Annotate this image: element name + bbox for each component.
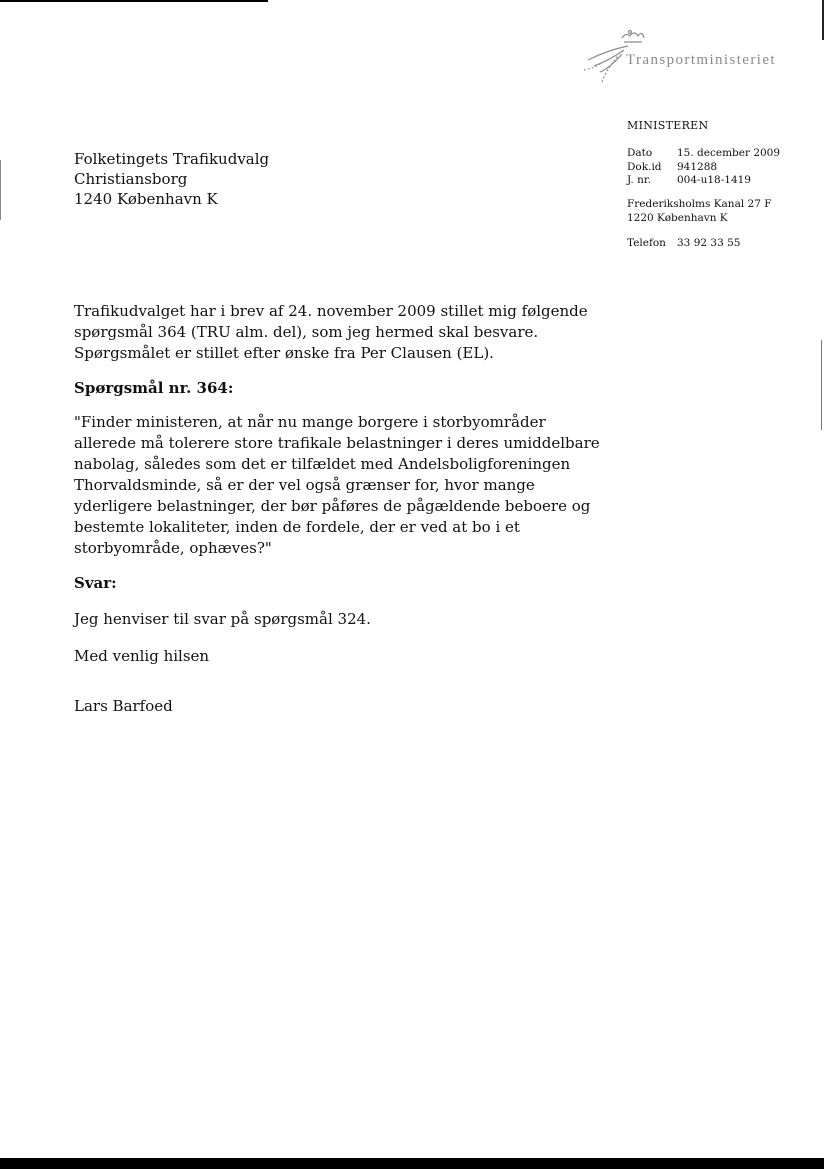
signature-name: Lars Barfoed <box>74 697 173 715</box>
sender-address <box>627 198 772 225</box>
meta-row-docid <box>627 161 780 175</box>
document-meta <box>627 147 780 188</box>
recipient-line: Folketingets Trafikudvalg <box>74 150 270 168</box>
closing-greeting: Med venlig hilsen <box>74 647 210 665</box>
intro-paragraph: Trafikudvalget har i brev af 24. november 2009 stillet mig følgende spørgsmål 364 (TRU alm. del), som jeg hermed skal besvare. Spørgsmålet er stillet efter ønske fra Per Clausen (EL). <box>74 302 588 362</box>
phone-label: Telefon <box>627 237 666 249</box>
address-line: 1220 København K <box>627 211 728 224</box>
meta-row-journal <box>627 174 780 188</box>
scan-edge-left <box>0 160 1 220</box>
recipient-line: Christiansborg <box>74 170 188 188</box>
scan-edge-bottom <box>0 1158 824 1169</box>
scan-edge-top <box>0 0 268 2</box>
meta-value: 004-u18-1419 <box>677 174 751 186</box>
phone-value: 33 92 33 55 <box>677 237 741 249</box>
meta-label: Dok.id <box>627 160 662 173</box>
letter-body <box>74 301 604 717</box>
meta-label: Dato <box>627 147 653 159</box>
meta-value: 941288 <box>677 160 718 173</box>
scan-edge-right-lower <box>821 340 822 430</box>
recipient-address <box>74 149 269 209</box>
meta-value: 15. december 2009 <box>677 147 781 159</box>
recipient-line: 1240 København K <box>74 190 218 208</box>
address-line: Frederiksholms Kanal 27 F <box>627 198 772 210</box>
meta-label: J. nr. <box>627 174 652 186</box>
answer-heading: Svar: <box>74 574 117 592</box>
sender-phone <box>627 237 740 249</box>
question-paragraph: "Finder ministeren, at når nu mange borgere i storbyområder allerede må tolerere store trafikale belastninger i deres umiddelbare nabolag, således som det er tilfældet med Andelsboligforeningen Thorvaldsminde, så er der vel også grænser for, hvor mange yderligere belastninger, der bør påføres de pågældende beboere og bestemte lokaliteter, inden de fordele, der er ved at bo i et storbyområde, ophæves?" <box>74 413 600 557</box>
meta-row-date <box>627 147 780 161</box>
ministry-logo-text: Transportministeriet <box>626 52 776 68</box>
answer-paragraph: Jeg henviser til svar på spørgsmål 324. <box>74 610 371 628</box>
sender-title: MINISTEREN <box>627 119 709 132</box>
question-heading: Spørgsmål nr. 364: <box>74 379 234 397</box>
